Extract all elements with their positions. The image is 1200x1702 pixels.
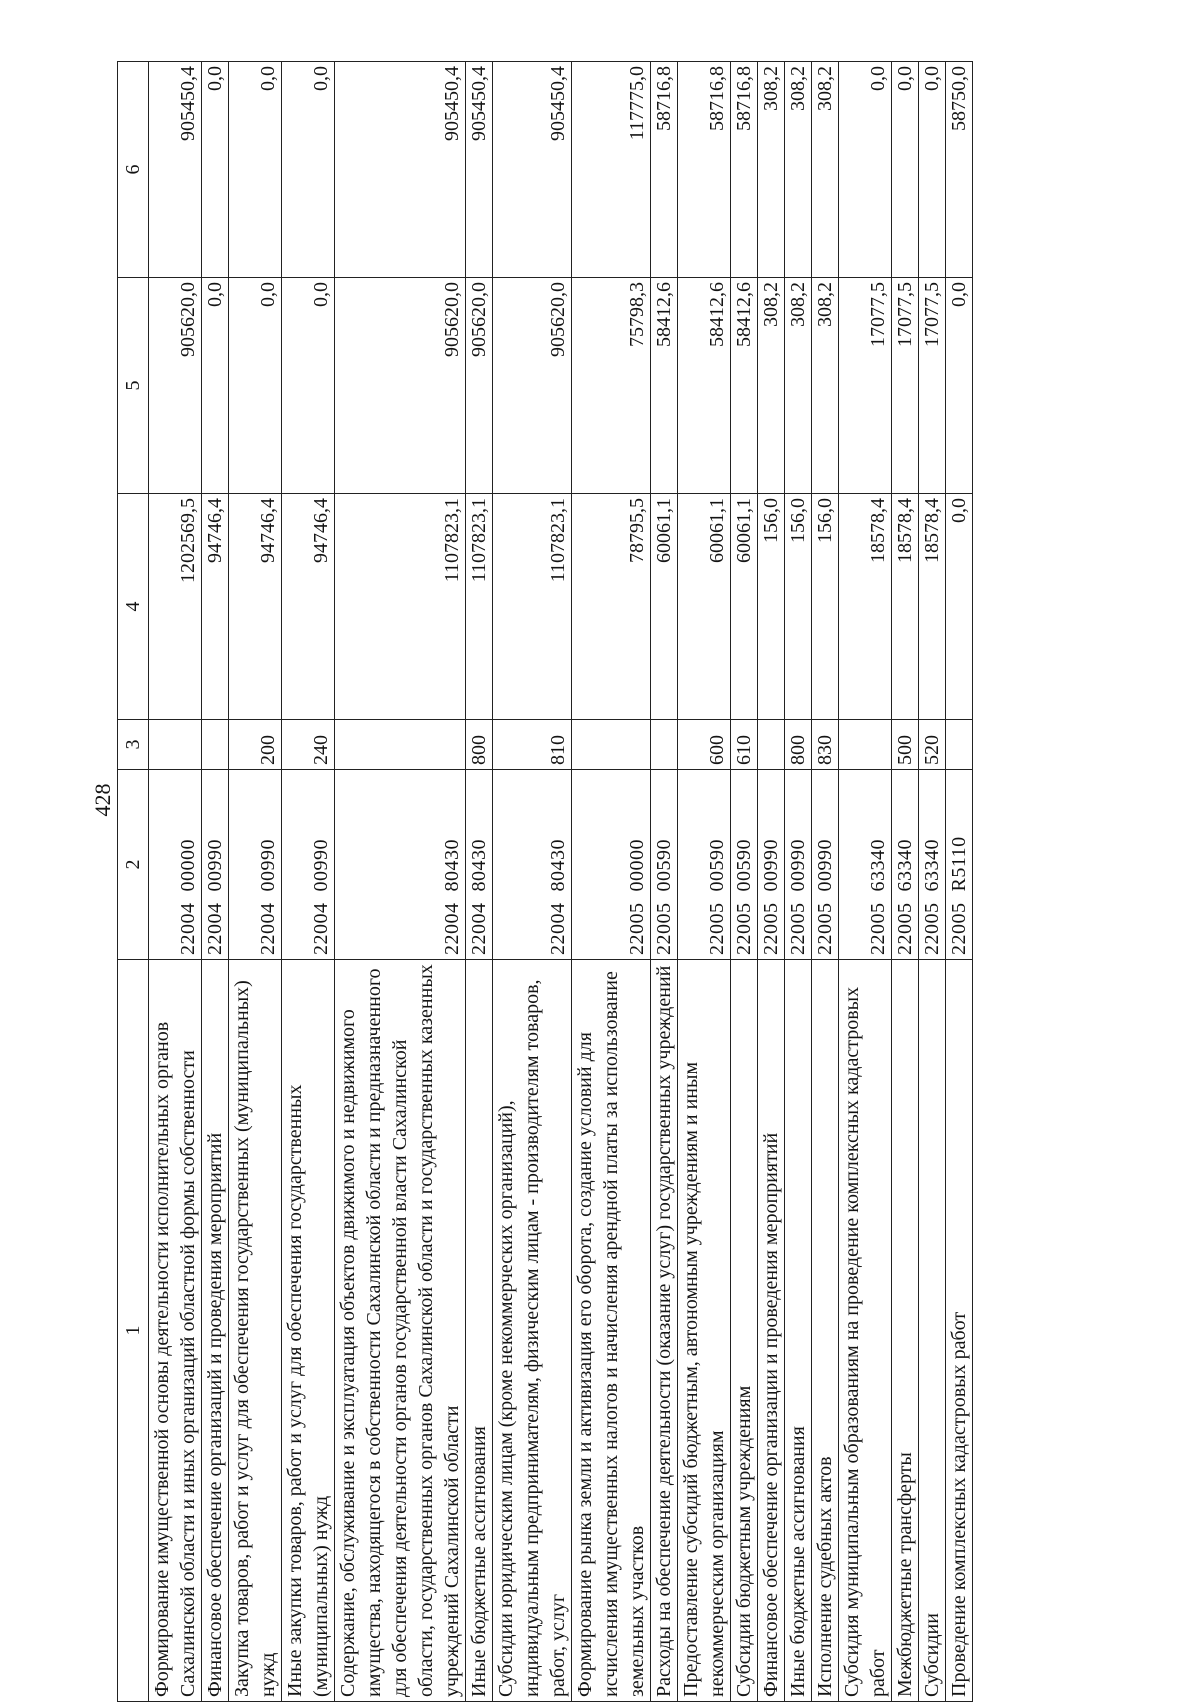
- expense-type-cell: 600: [678, 720, 731, 770]
- amount-col5-cell: 905620,0: [335, 278, 466, 494]
- target-article-cell: 22005 00990: [812, 770, 839, 960]
- amount-col4-cell: 1107823,1: [466, 494, 493, 720]
- target-article-cell: 22004 00990: [282, 770, 335, 960]
- column-header: 4: [118, 494, 149, 720]
- row-name-cell: Расходы на обеспечение деятельности (оказание услуг) государственных учреждений: [651, 960, 678, 1702]
- amount-col4-cell: 60061,1: [651, 494, 678, 720]
- target-article-cell: 22005 R5110: [946, 770, 973, 960]
- amount-col4-cell: 60061,1: [678, 494, 731, 720]
- budget-table: [117, 61, 973, 1702]
- amount-col4-cell: 18578,4: [919, 494, 946, 720]
- column-header: 2: [118, 770, 149, 960]
- column-header: 3: [118, 720, 149, 770]
- table-row: [651, 62, 678, 1702]
- amount-col6-cell: 308,2: [785, 62, 812, 278]
- amount-col4-cell: 18578,4: [839, 494, 892, 720]
- row-name-cell: Межбюджетные трансферты: [892, 960, 919, 1702]
- target-article-cell: 22005 63340: [919, 770, 946, 960]
- amount-col5-cell: 58412,6: [651, 278, 678, 494]
- amount-col5-cell: 308,2: [785, 278, 812, 494]
- row-name-cell: Иные закупки товаров, работ и услуг для обеспечения государственных (муниципальных) нужд: [282, 960, 335, 1702]
- expense-type-cell: [335, 720, 466, 770]
- table-row: [572, 62, 651, 1702]
- table-row: [892, 62, 919, 1702]
- amount-col6-cell: 58716,8: [678, 62, 731, 278]
- expense-type-cell: [946, 720, 973, 770]
- table-row: [229, 62, 282, 1702]
- table-row: [149, 62, 202, 1702]
- row-name-cell: Содержание, обслуживание и эксплуатация объектов движимого и недвижимого имущества, находящегося в собственности Сахалинской области и предназначенного для обеспечения деятельности органов государственной власти Сахалинской области, государственных органов Сахалинской области и государственных казенных учреждений Сахалинской области: [335, 960, 466, 1702]
- amount-col6-cell: 0,0: [839, 62, 892, 278]
- amount-col5-cell: 58412,6: [678, 278, 731, 494]
- amount-col5-cell: 905620,0: [493, 278, 572, 494]
- target-article-cell: 22004 80430: [466, 770, 493, 960]
- row-name-cell: Иные бюджетные ассигнования: [785, 960, 812, 1702]
- table-row: [335, 62, 466, 1702]
- amount-col4-cell: 156,0: [785, 494, 812, 720]
- amount-col5-cell: 17077,5: [892, 278, 919, 494]
- amount-col6-cell: 905450,4: [466, 62, 493, 278]
- amount-col5-cell: 0,0: [282, 278, 335, 494]
- amount-col6-cell: 58716,8: [651, 62, 678, 278]
- amount-col5-cell: 308,2: [758, 278, 785, 494]
- page-number: 428: [90, 783, 115, 817]
- row-name-cell: Субсидии юридическим лицам (кроме некоммерческих организаций), индивидуальным предпринимателям, физическим лицам - производителям товаров, работ, услуг: [493, 960, 572, 1702]
- budget-sheet: [117, 62, 1122, 1702]
- target-article-cell: 22005 00590: [731, 770, 758, 960]
- amount-col6-cell: 0,0: [282, 62, 335, 278]
- column-header: 5: [118, 278, 149, 494]
- column-header: 6: [118, 62, 149, 278]
- table-row: [839, 62, 892, 1702]
- amount-col5-cell: 308,2: [812, 278, 839, 494]
- amount-col4-cell: 60061,1: [731, 494, 758, 720]
- amount-col5-cell: 0,0: [202, 278, 229, 494]
- expense-type-cell: 810: [493, 720, 572, 770]
- table-row: [812, 62, 839, 1702]
- table-row: [282, 62, 335, 1702]
- table-row: [758, 62, 785, 1702]
- target-article-cell: 22005 00990: [785, 770, 812, 960]
- amount-col6-cell: 905450,4: [493, 62, 572, 278]
- amount-col6-cell: 58716,8: [731, 62, 758, 278]
- amount-col4-cell: 156,0: [758, 494, 785, 720]
- amount-col6-cell: 905450,4: [335, 62, 466, 278]
- expense-type-cell: 200: [229, 720, 282, 770]
- row-name-cell: Финансовое обеспечение организации и проведения мероприятий: [758, 960, 785, 1702]
- amount-col4-cell: 1202569,5: [149, 494, 202, 720]
- expense-type-cell: [202, 720, 229, 770]
- row-name-cell: Субсидии: [919, 960, 946, 1702]
- target-article-cell: 22005 00590: [651, 770, 678, 960]
- target-article-cell: 22004 80430: [335, 770, 466, 960]
- expense-type-cell: 800: [785, 720, 812, 770]
- amount-col4-cell: 94746,4: [282, 494, 335, 720]
- expense-type-cell: 500: [892, 720, 919, 770]
- expense-type-cell: 240: [282, 720, 335, 770]
- target-article-cell: 22005 00590: [678, 770, 731, 960]
- amount-col4-cell: 1107823,1: [493, 494, 572, 720]
- amount-col4-cell: 94746,4: [202, 494, 229, 720]
- table-row: [466, 62, 493, 1702]
- amount-col6-cell: 308,2: [812, 62, 839, 278]
- amount-col6-cell: 0,0: [202, 62, 229, 278]
- rotated-table-area: [117, 62, 1122, 1702]
- row-name-cell: Субсидии бюджетным учреждениям: [731, 960, 758, 1702]
- row-name-cell: Финансовое обеспечение организаций и проведения мероприятий: [202, 960, 229, 1702]
- table-row: [202, 62, 229, 1702]
- table-row: [919, 62, 946, 1702]
- amount-col6-cell: 58750,0: [946, 62, 973, 278]
- amount-col4-cell: 78795,5: [572, 494, 651, 720]
- table-row: [785, 62, 812, 1702]
- row-name-cell: Закупка товаров, работ и услуг для обеспечения государственных (муниципальных) нужд: [229, 960, 282, 1702]
- row-name-cell: Формирование имущественной основы деятельности исполнительных органов Сахалинской области и иных организаций областной формы собственности: [149, 960, 202, 1702]
- amount-col5-cell: 905620,0: [149, 278, 202, 494]
- table-row: [731, 62, 758, 1702]
- amount-col5-cell: 0,0: [229, 278, 282, 494]
- amount-col5-cell: 58412,6: [731, 278, 758, 494]
- amount-col5-cell: 17077,5: [919, 278, 946, 494]
- amount-col5-cell: 905620,0: [466, 278, 493, 494]
- amount-col5-cell: 75798,3: [572, 278, 651, 494]
- amount-col4-cell: 1107823,1: [335, 494, 466, 720]
- amount-col6-cell: 0,0: [892, 62, 919, 278]
- row-name-cell: Предоставление субсидий бюджетным, автономным учреждениям и иным некоммерческим организациям: [678, 960, 731, 1702]
- expense-type-cell: [839, 720, 892, 770]
- row-name-cell: Иные бюджетные ассигнования: [466, 960, 493, 1702]
- expense-type-cell: 520: [919, 720, 946, 770]
- amount-col6-cell: 308,2: [758, 62, 785, 278]
- expense-type-cell: 830: [812, 720, 839, 770]
- table-body: [149, 62, 973, 1702]
- amount-col4-cell: 18578,4: [892, 494, 919, 720]
- target-article-cell: 22005 63340: [892, 770, 919, 960]
- expense-type-cell: 800: [466, 720, 493, 770]
- amount-col4-cell: 0,0: [946, 494, 973, 720]
- target-article-cell: 22005 00000: [572, 770, 651, 960]
- amount-col4-cell: 156,0: [812, 494, 839, 720]
- table-row: [946, 62, 973, 1702]
- target-article-cell: 22004 00990: [202, 770, 229, 960]
- expense-type-cell: [758, 720, 785, 770]
- expense-type-cell: [651, 720, 678, 770]
- expense-type-cell: [572, 720, 651, 770]
- table-row: [678, 62, 731, 1702]
- row-name-cell: Проведение комплексных кадастровых работ: [946, 960, 973, 1702]
- amount-col4-cell: 94746,4: [229, 494, 282, 720]
- row-name-cell: Исполнение судебных актов: [812, 960, 839, 1702]
- expense-type-cell: 610: [731, 720, 758, 770]
- target-article-cell: 22005 00990: [758, 770, 785, 960]
- target-article-cell: 22004 00000: [149, 770, 202, 960]
- amount-col6-cell: 117775,0: [572, 62, 651, 278]
- column-header: 1: [118, 960, 149, 1702]
- table-row: [493, 62, 572, 1702]
- amount-col6-cell: 905450,4: [149, 62, 202, 278]
- amount-col5-cell: 0,0: [946, 278, 973, 494]
- row-name-cell: Субсидия муниципальным образованиям на проведение комплексных кадастровых работ: [839, 960, 892, 1702]
- expense-type-cell: [149, 720, 202, 770]
- target-article-cell: 22004 80430: [493, 770, 572, 960]
- amount-col5-cell: 17077,5: [839, 278, 892, 494]
- header-row: [118, 62, 149, 1702]
- amount-col6-cell: 0,0: [229, 62, 282, 278]
- target-article-cell: 22005 63340: [839, 770, 892, 960]
- target-article-cell: 22004 00990: [229, 770, 282, 960]
- row-name-cell: Формирование рынка земли и активизация его оборота, создание условий для исчисления имущественных налогов и начисления арендной платы за использование земельных участков: [572, 960, 651, 1702]
- amount-col6-cell: 0,0: [919, 62, 946, 278]
